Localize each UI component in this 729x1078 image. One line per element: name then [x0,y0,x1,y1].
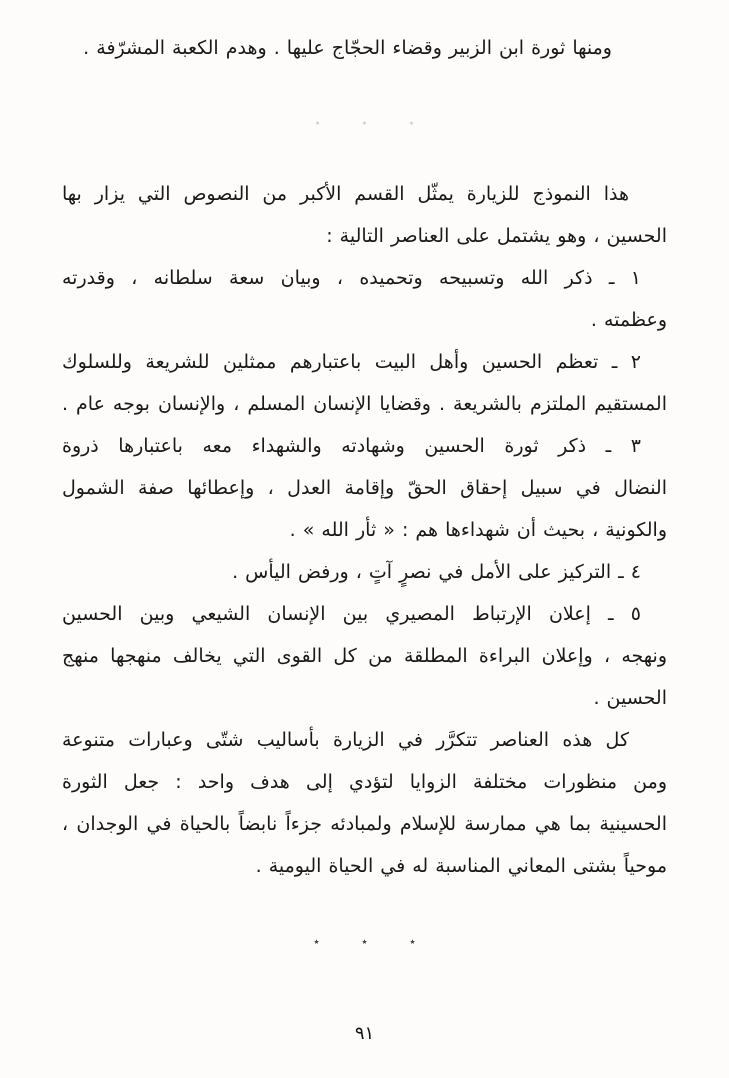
text-line: ١ ـ ذكر الله وتسبيحه وتحميده ، وبيان سعة سلطانه ، وقدرته [62,267,641,289]
ornament-star-icon: ٭ [362,119,367,129]
ornament-star-icon: ٭ [313,935,320,948]
ornament-star-icon: ٭ [315,119,321,129]
text-line: وعظمته . [590,309,667,331]
list-item-4 [62,551,667,593]
text-line: ونهجه ، وإعلان البراءة المطلقة من كل القوى التي يخالف منهجها منهج [62,645,667,667]
list-item-2 [62,341,667,425]
text-line: ٣ ـ ذكر ثورة الحسين وشهادته والشهداء معه باعتبارها ذروة [62,435,641,457]
closing-paragraph [62,719,667,887]
ornament-star-icon: ٭ [409,935,416,948]
text-line: الحسينية بما هي ممارسة للإسلام ولمبادئه جزءاً نابضاً بالحياة في الوجدان ، [62,813,667,835]
text-line: موحياً بشتى المعاني المناسبة له في الحياة اليومية . [255,855,667,877]
text-line: والكونية ، بحيث أن شهداءها هم : « ثأر الله » . [289,519,667,541]
text-line: الحسين ، وهو يشتمل على العناصر التالية : [326,225,667,247]
section-divider-top [62,117,667,131]
text-line: المستقيم الملتزم بالشريعة . وقضايا الإنسان المسلم ، والإنسان بوجه عام . [62,393,667,415]
text-line: النضال في سبيل إحقاق الحقّ وإقامة العدل ، وإعطائها صفة الشمول [62,477,667,499]
text-line: الحسين . [593,687,667,709]
intro-paragraph [62,173,667,257]
text-line: ٢ ـ تعظم الحسين وأهل البيت باعتبارهم ممثلين للشريعة وللسلوك [62,351,641,373]
ornament-star-icon: ٭ [361,935,368,948]
text-line: ٤ ـ التركيز على الأمل في نصرٍ آتٍ ، ورفض اليأس . [232,561,641,583]
text-line: هذا النموذج للزيارة يمثّل القسم الأكبر من النصوص التي يزار بها [62,183,629,205]
page-number: ٩١ [354,1023,375,1044]
list-item-3 [62,425,667,551]
text-line: ومنها ثورة ابن الزبير وقضاء الحجّاج عليها . وهدم الكعبة المشرّفة . [83,37,612,59]
ornament-star-icon: ٭ [408,119,414,129]
list-item-5 [62,593,667,719]
text-line: ٥ ـ إعلان الإرتباط المصيري بين الإنسان الشيعي وبين الحسين [62,603,641,625]
text-line: ومن منظورات مختلفة الزوايا لتؤدي إلى هدف واحد : جعل الثورة [62,771,667,793]
section-divider-bottom [62,935,667,949]
carryover-paragraph [62,27,667,69]
list-item-1 [62,257,667,341]
text-line: كل هذه العناصر تتكرَّر في الزيارة بأساليب شتّى وعبارات متنوعة [62,729,629,751]
